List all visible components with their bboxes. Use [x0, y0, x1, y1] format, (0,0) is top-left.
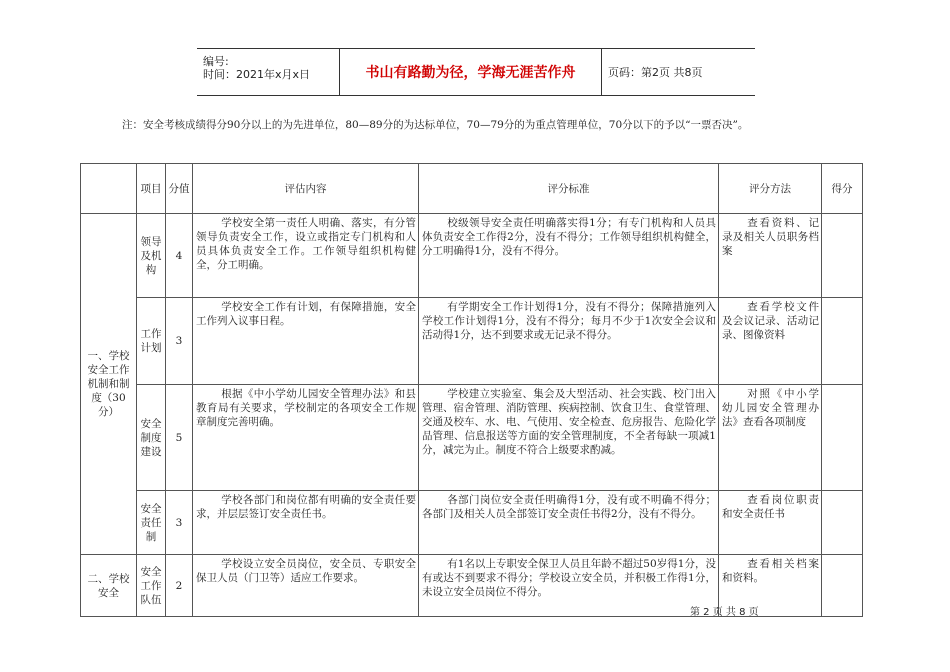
standard-cell: 有1名以上专职安全保卫人员且年龄不超过50岁得1分，没有或达不到要求不得分；学校设立安全员，并积极工作得1分，未设立安全员岗位不得分。: [419, 555, 719, 617]
header-content: 评估内容: [193, 164, 419, 214]
item-cell: 安全责任制: [137, 491, 166, 555]
method-cell: 查看相关档案和资料。: [719, 555, 822, 617]
method-cell: 查看岗位职责和安全责任书: [719, 491, 822, 555]
method-cell: 查看学校文件及会议记录、活动记录、图像资料: [719, 298, 822, 385]
standard-cell: 有学期安全工作计划得1分，没有不得分；保障措施列入学校工作计划得1分，没有不得分；每月不少于1次安全会议和活动得1分，达不到要求或无记录不得分。: [419, 298, 719, 385]
item-cell: 安全工作队伍: [137, 555, 166, 617]
header-info: [197, 49, 340, 95]
header-standard: 评分标准: [419, 164, 719, 214]
page-header: [197, 48, 755, 96]
standard-cell: 学校建立实验室、集会及大型活动、社会实践、校门出入管理、宿舍管理、消防管理、疾病控制、饮食卫生、食堂管理、交通及校车、水、电、气使用、安全检查、危房报告、危险化学品管理、信息报送等方面的安全管理制度，不全者每缺一项减1分，减完为止。制度不符合上级要求酌减。: [419, 385, 719, 491]
item-cell: 安全制度建设: [137, 385, 166, 491]
got-cell: [822, 385, 863, 491]
table-row: [81, 385, 863, 491]
table-row: [81, 491, 863, 555]
score-note: 注：安全考核成绩得分90分以上的为先进单位，80—89分的为达标单位，70—79分的为重点管理单位，70分以下的予以“一票否决”。: [122, 119, 749, 131]
score-cell: 5: [166, 385, 193, 491]
got-cell: [822, 491, 863, 555]
time-label: 时间：2021年x月x日: [203, 68, 311, 81]
content-cell: 学校安全第一责任人明确、落实，有分管领导负责安全工作，设立或指定专门机构和人员具体负责安全工作。工作领导组织机构健全，分工明确。: [193, 214, 419, 298]
page-footer: 第 2 页 共 8 页: [690, 607, 759, 618]
header-score: 分值: [166, 164, 193, 214]
content-cell: 学校设立安全员岗位，安全员、专职安全保卫人员（门卫等）适应工作要求。: [193, 555, 419, 617]
item-cell: 工作计划: [137, 298, 166, 385]
header-item: 项目: [137, 164, 166, 214]
category-cell: 二、学校安全: [81, 555, 137, 617]
number-label: 编号:: [203, 55, 229, 68]
header-motto: 书山有路勤为径，学海无涯苦作舟: [340, 49, 602, 95]
score-cell: 3: [166, 491, 193, 555]
method-cell: 对照《中小学幼儿园安全管理办法》查看各项制度: [719, 385, 822, 491]
header-method: 评分方法: [719, 164, 822, 214]
got-cell: [822, 214, 863, 298]
header-page-label: 页码：第2页 共8页: [608, 66, 703, 79]
header-got: 得分: [822, 164, 863, 214]
item-cell: 领导及机构: [137, 214, 166, 298]
method-cell: 查看资料、记录及相关人员职务档案: [719, 214, 822, 298]
got-cell: [822, 555, 863, 617]
score-cell: 4: [166, 214, 193, 298]
score-cell: 2: [166, 555, 193, 617]
content-cell: 学校安全工作有计划，有保障措施，安全工作列入议事日程。: [193, 298, 419, 385]
table-header-row: [81, 164, 863, 214]
got-cell: [822, 298, 863, 385]
content-cell: 根据《中小学幼儿园安全管理办法》和县教育局有关要求，学校制定的各项安全工作规章制度完善明确。: [193, 385, 419, 491]
table-row: [81, 214, 863, 298]
content-cell: 学校各部门和岗位都有明确的安全责任要求，并层层签订安全责任书。: [193, 491, 419, 555]
assessment-table: [80, 163, 863, 617]
standard-cell: 各部门岗位安全责任明确得1分，没有或不明确不得分；各部门及相关人员全部签订安全责任书得2分，没有不得分。: [419, 491, 719, 555]
score-cell: 3: [166, 298, 193, 385]
category-cell: 一、学校安全工作机制和制度（30分）: [81, 214, 137, 555]
table-row: [81, 298, 863, 385]
header-category: [81, 164, 137, 214]
standard-cell: 校级领导安全责任明确落实得1分；有专门机构和人员具体负责安全工作得2分，没有不得分；工作领导组织机构健全，分工明确得1分，没有不得分。: [419, 214, 719, 298]
